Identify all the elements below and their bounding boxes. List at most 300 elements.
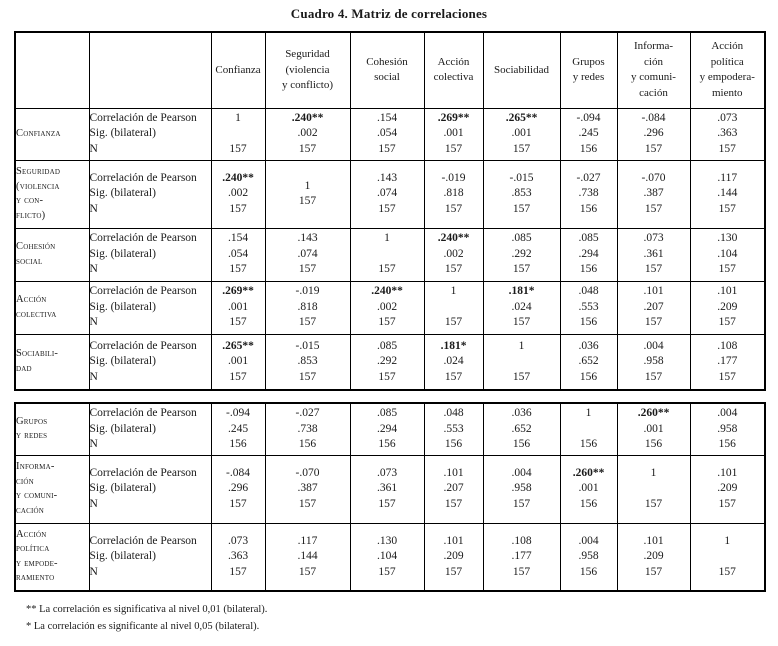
value-cell [690,108,765,160]
value-line: 156 [298,438,317,450]
value-line: .652 [511,422,532,435]
value-line: .073 [643,232,664,245]
value-cell [350,281,424,334]
row-label-line: ción [16,475,34,487]
value-line: .294 [376,422,398,435]
value-cell [265,455,350,523]
row-label-line: política [16,543,50,555]
value-line: 156 [579,497,598,510]
value-line: 156 [579,202,598,215]
value-line: 156 [718,438,736,450]
value-line: -.015 [509,171,534,184]
value-line: 1 [450,285,457,298]
value-line: 1 [304,179,311,192]
value-cell [483,523,560,591]
column-header-cell [483,32,560,108]
value-cell [617,403,690,455]
value-line: .144 [717,187,738,200]
column-header-line: y redes [572,71,605,84]
row-label-line: y con- [16,195,44,206]
value-line: -.027 [576,171,601,184]
value-line: .363 [717,127,738,140]
value-line: 157 [644,370,663,383]
table-title: Cuadro 4. Matriz de correlaciones [290,6,488,21]
value-line: 156 [579,142,598,155]
value-cell [265,403,350,455]
value-line: 1 [585,407,592,419]
value-line: 157 [444,202,463,215]
stat-label-line: N [89,370,98,383]
value-line: 157 [444,565,463,578]
column-header-line: y comuni- [631,71,676,84]
table-row [15,334,765,390]
value-line: .292 [376,355,398,367]
value-line: 156 [579,316,598,329]
row-label-cell [15,228,89,281]
value-line: -.084 [641,111,666,124]
column-header-cell [424,32,483,108]
value-cell [690,281,765,334]
value-line: 157 [298,195,317,207]
value-line: .001 [443,127,464,140]
value-line: .036 [578,339,599,352]
row-label-line: flicto) [16,209,46,221]
stat-label-line: N [89,142,98,155]
stat-label-line: Correlación de Pearson [89,339,197,352]
value-cell [617,455,690,523]
value-line: .553 [443,422,464,435]
value-cell [690,334,765,390]
table-row [15,523,765,591]
value-line: .177 [717,355,738,367]
value-line: 157 [644,316,663,329]
column-header-line: ción [644,55,663,68]
value-line: .245 [578,127,599,140]
correlation-table-block-1 [14,31,766,391]
value-cell [560,403,617,455]
value-line: 157 [229,565,247,578]
value-cell [424,523,483,591]
value-cell [350,108,424,160]
value-line: .240** [437,232,470,245]
value-line: 157 [298,142,317,155]
table-row [15,108,765,160]
table-body-block-2 [15,403,765,591]
column-header-line: Acción [437,55,470,68]
value-line: .002 [376,300,398,313]
value-line: .652 [578,355,599,367]
value-line: .001 [578,482,599,495]
stat-label-line: Sig. (bilateral) [89,355,156,367]
value-line: .265** [222,339,254,352]
value-line: .853 [511,187,532,200]
value-line: 157 [229,497,247,510]
value-line: 157 [378,202,396,215]
value-line: .177 [511,550,532,562]
value-line: 157 [644,202,663,215]
value-cell [617,108,690,160]
value-cell [265,108,350,160]
value-line: .101 [643,285,664,298]
value-cell [211,160,265,228]
value-line: -.070 [295,466,320,479]
value-line: 157 [644,142,663,155]
value-line: .073 [717,111,738,124]
column-header-line: Seguridad [285,48,330,60]
value-line: .002 [443,247,464,260]
value-line: 157 [512,316,531,329]
value-line: 1 [650,466,657,479]
value-cell [424,334,483,390]
stat-label-line: N [89,316,98,329]
value-cell [211,228,265,281]
value-line: .958 [511,482,532,495]
column-header-line: y conflicto) [281,79,333,91]
value-cell [211,334,265,390]
value-line: .074 [297,247,318,260]
value-line: .958 [717,422,738,435]
value-line: 157 [718,316,736,329]
value-cell [617,160,690,228]
column-header-line: Sociabilidad [494,63,549,76]
value-line [561,422,617,438]
value-line: .085 [376,407,398,419]
value-line: .073 [376,466,398,479]
value-line: 157 [298,263,317,276]
value-cell [424,160,483,228]
value-line: .024 [511,300,532,313]
value-line: .085 [511,232,532,245]
value-line: 156 [579,370,598,383]
stat-labels-cell [89,403,211,455]
value-cell [211,403,265,455]
column-header-cell [560,32,617,108]
value-line: 157 [229,202,247,215]
value-line: .001 [227,355,249,367]
value-line: .154 [376,111,398,124]
value-line: .209 [643,550,664,562]
value-line: 1 [384,232,390,245]
value-line: 157 [718,142,736,155]
value-cell [560,455,617,523]
stat-label-line: Sig. (bilateral) [89,247,156,260]
value-line: 156 [378,438,396,450]
value-line: .048 [443,407,464,419]
value-cell [211,108,265,160]
value-line: 156 [512,438,531,450]
value-line: .245 [227,422,249,435]
value-line: .387 [297,482,318,495]
stat-label-line: Sig. (bilateral) [89,550,156,562]
column-header-cell [265,32,350,108]
value-line: 1 [518,339,525,352]
table-row [15,403,765,455]
column-header-cell [617,32,690,108]
value-line: .002 [297,127,318,140]
value-line: .853 [297,355,318,367]
value-cell [560,523,617,591]
value-line: .004 [643,339,664,352]
value-cell [560,334,617,390]
value-cell [350,455,424,523]
value-line: .101 [443,534,464,547]
stat-label-line: N [89,438,98,450]
value-line: 157 [229,370,247,383]
value-line: 157 [378,142,396,155]
value-line: .130 [376,534,398,547]
value-cell [424,403,483,455]
value-line: .117 [297,534,318,547]
value-line: .296 [643,127,664,140]
column-header-line: (violencia [285,63,330,76]
value-line: .024 [443,355,464,367]
value-line: .101 [643,534,664,547]
value-line [212,126,265,142]
value-cell [483,334,560,390]
value-line: .209 [717,300,738,313]
value-line: -.094 [226,407,250,419]
row-label-line: Confianza [16,127,61,139]
row-label-line: Cohesión [16,241,56,252]
value-cell [424,228,483,281]
value-line [484,354,560,370]
value-line: 157 [512,370,531,383]
value-line: .154 [227,232,249,245]
value-line: -.070 [641,171,666,184]
value-line: .002 [227,187,249,200]
value-line: 157 [378,370,396,383]
stat-label-line: Sig. (bilateral) [89,300,156,313]
column-header-cell [350,32,424,108]
value-line: .818 [443,187,464,200]
column-header-line: colectiva [433,71,474,84]
row-label-line: ramiento [16,572,55,584]
correlation-table-block-2 [14,402,766,592]
value-cell [350,160,424,228]
stat-labels-cell [89,334,211,390]
row-label-cell [15,281,89,334]
value-line: -.019 [441,171,466,184]
row-label-line: social [16,255,43,267]
column-header-line: Acción [711,40,744,53]
value-line: 157 [512,202,531,215]
table-row [15,160,765,228]
value-line: 157 [718,263,736,276]
value-cell [560,160,617,228]
column-header-line: Cohesión [366,55,408,68]
value-cell [424,281,483,334]
value-line: 157 [444,142,463,155]
value-line [691,549,765,565]
value-line: .085 [578,232,599,245]
stat-labels-cell [89,108,211,160]
value-cell [617,228,690,281]
value-line: 157 [512,497,531,510]
value-line: .108 [717,339,738,352]
value-line: 157 [718,370,736,383]
value-line: .143 [376,171,398,184]
value-line: 156 [644,438,663,450]
value-cell [265,334,350,390]
stat-label-line: N [89,263,98,276]
column-header-line: Confianza [215,63,261,76]
value-line: .818 [297,300,318,313]
value-line: .001 [643,422,664,435]
value-line: .085 [376,339,398,352]
value-cell [483,281,560,334]
value-line [618,481,690,497]
column-header-line: Grupos [572,55,605,68]
value-line: .738 [297,422,318,435]
value-cell [350,403,424,455]
stat-labels-cell [89,228,211,281]
value-line: 157 [229,316,247,329]
value-line: .361 [643,247,664,260]
value-line: .387 [643,187,664,200]
row-label-line: Seguridad [16,166,61,177]
row-label-line: y empode- [16,557,58,569]
value-line: 157 [378,316,396,329]
value-line: .073 [227,534,249,547]
footnotes [26,601,778,635]
value-cell [690,160,765,228]
row-label-line: (violencia [16,180,60,192]
table-body-block-1 [15,32,765,390]
column-header-line: y empodera- [699,71,755,84]
value-line: .240** [291,111,324,124]
value-line: 156 [579,263,598,276]
value-line: 157 [644,565,663,578]
stat-label-line: Correlación de Pearson [89,232,197,245]
value-line: 157 [718,202,736,215]
row-label-line: y redes [16,430,48,442]
stat-label-line: Sig. (bilateral) [89,422,156,435]
value-line: 1 [724,534,731,547]
value-line: 157 [378,263,396,276]
value-line: .181* [508,285,535,298]
value-line: .294 [578,247,599,260]
column-header-cell [690,32,765,108]
stat-labels-cell [89,455,211,523]
value-line: 157 [512,263,531,276]
value-line: -.084 [226,466,250,479]
value-line: .958 [578,550,599,562]
stat-label-line: Correlación de Pearson [89,534,197,547]
value-cell [617,523,690,591]
header-row [15,32,765,108]
stat-label-line: Sig. (bilateral) [89,127,156,140]
value-line: .117 [717,171,738,184]
value-cell [690,523,765,591]
value-line: .207 [443,482,464,495]
value-line: 157 [444,370,463,383]
value-line: 157 [512,142,531,155]
row-label-line: Acción [16,294,47,305]
value-cell [560,228,617,281]
value-line: 157 [298,370,317,383]
value-line: .004 [717,407,738,419]
value-line: .048 [578,285,599,298]
value-line: -.015 [295,339,320,352]
row-label-line: Acción [16,528,47,540]
value-line: 156 [579,565,598,578]
row-label-cell [15,455,89,523]
value-line: 157 [718,565,736,578]
value-line: 156 [444,438,463,450]
column-header-cell [211,32,265,108]
value-line: .001 [227,300,249,313]
value-line: 157 [444,263,463,276]
value-cell [483,160,560,228]
row-label-line: dad [16,362,32,374]
column-header-line: miento [711,86,743,99]
value-line: .054 [227,247,249,260]
value-line: .207 [643,300,664,313]
value-line: 157 [298,565,317,578]
value-line: .036 [511,407,532,419]
value-line: .101 [717,466,738,479]
row-label-cell [15,403,89,455]
table-row [15,281,765,334]
value-line: 157 [229,263,247,276]
value-cell [350,334,424,390]
column-header-line: social [374,71,400,84]
value-line: .269** [437,111,470,124]
value-line: .130 [717,232,738,245]
value-cell [350,523,424,591]
value-cell [424,455,483,523]
value-line [351,247,424,263]
table-row [15,228,765,281]
value-cell [211,281,265,334]
value-line: 157 [444,497,463,510]
value-line: .361 [376,482,398,495]
value-cell [617,281,690,334]
value-line: .054 [376,127,398,140]
value-line: .269** [222,285,254,298]
value-cell [211,455,265,523]
stat-label-line: Sig. (bilateral) [89,482,156,495]
value-line: .181* [440,339,467,352]
value-cell [483,228,560,281]
value-line: .144 [297,550,318,562]
value-line: 157 [512,565,531,578]
value-line: 157 [644,263,663,276]
value-line: .004 [578,534,599,547]
value-cell [265,160,350,228]
value-cell [424,108,483,160]
stat-label-line: N [89,497,98,510]
value-cell [265,281,350,334]
value-line: .260** [572,466,605,479]
value-line: .101 [717,285,738,298]
value-line: .004 [511,466,532,479]
value-line: .143 [297,232,318,245]
column-header-line: Informa- [633,40,674,53]
stat-labels-cell [89,523,211,591]
value-cell [265,523,350,591]
column-header-line: política [710,55,744,68]
value-line: 157 [378,497,396,510]
row-label-line: Sociabili- [16,348,59,360]
footnote-significance-005: * La correlación es significante al nivel 0,05 (bilateral). [26,621,260,632]
value-line: 157 [229,142,247,155]
value-line: .240** [222,171,254,184]
value-line: .363 [227,550,249,562]
value-cell [483,455,560,523]
value-line: 157 [718,497,736,510]
value-line: .074 [376,187,398,200]
